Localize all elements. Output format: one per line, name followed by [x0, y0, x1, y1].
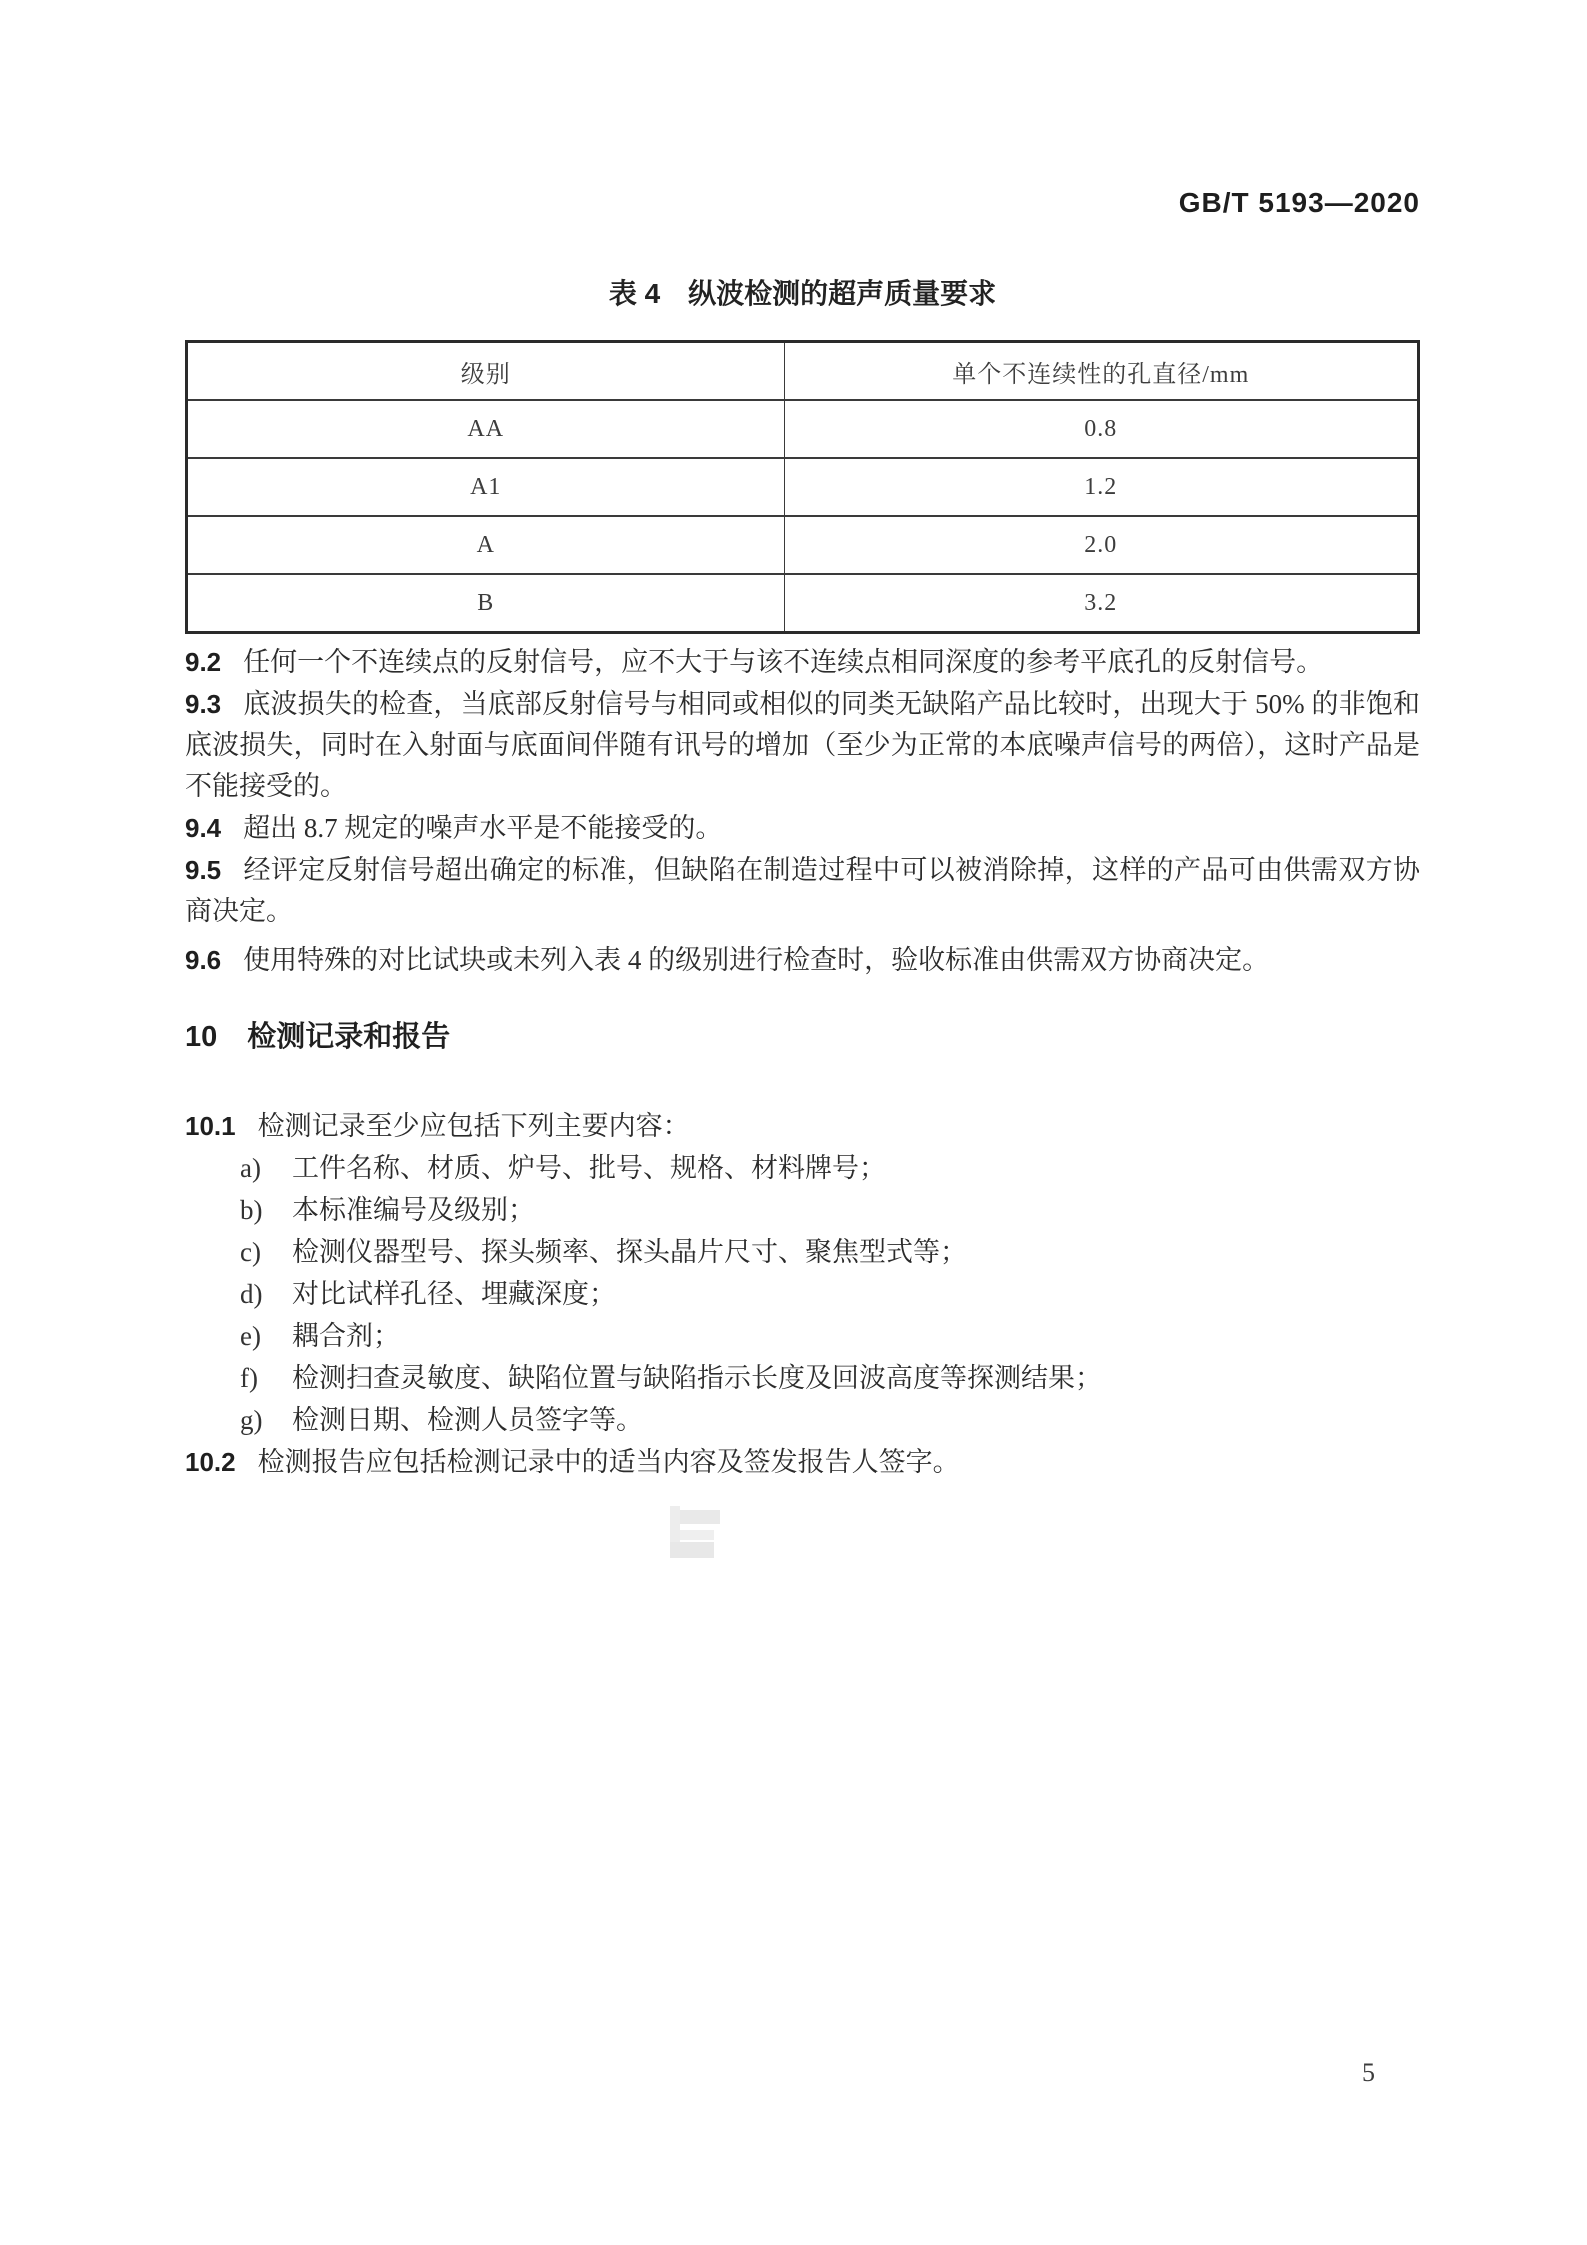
list-item-c — [185, 1232, 1420, 1273]
clause-text: 超出 8.7 规定的噪声水平是不能接受的。 — [243, 813, 723, 843]
clause-10-2 — [185, 1442, 1420, 1483]
clause-number: 9.5 — [185, 855, 222, 885]
table-caption — [185, 278, 1420, 310]
list-item-label: e) — [240, 1321, 261, 1351]
clause-9-6 — [185, 940, 1420, 981]
watermark-smudge — [670, 1506, 726, 1560]
table-cell-grade: B — [187, 574, 785, 633]
table-row — [187, 516, 1419, 574]
list-item-text: 对比试样孔径、埋藏深度； — [292, 1279, 616, 1309]
section-heading — [185, 1017, 1420, 1058]
clause-number: 10.1 — [185, 1111, 236, 1141]
clause-text: 检测报告应包括检测记录中的适当内容及签发报告人签字。 — [257, 1447, 960, 1477]
table-header-row — [187, 342, 1419, 401]
list-item-text: 检测仪器型号、探头频率、探头晶片尺寸、聚焦型式等； — [292, 1237, 967, 1267]
clause-9-5 — [185, 850, 1420, 932]
table-cell-diameter: 2.0 — [784, 516, 1418, 574]
clause-text: 任何一个不连续点的反射信号，应不大于与该不连续点相同深度的参考平底孔的反射信号。 — [243, 647, 1324, 677]
list-item-g — [185, 1400, 1420, 1441]
clause-text: 经评定反射信号超出确定的标准，但缺陷在制造过程中可以被消除掉，这样的产品可由供需双方协商决定。 — [185, 855, 1420, 926]
list-item-a — [185, 1148, 1420, 1189]
list-item-e — [185, 1316, 1420, 1357]
list-item-label: f) — [240, 1363, 258, 1393]
document-code: GB/T 5193—2020 — [1178, 187, 1420, 218]
clause-text: 底波损失的检查，当底部反射信号与相同或相似的同类无缺陷产品比较时，出现大于 50% 的非饱和底波损失，同时在入射面与底面间伴随有讯号的增加（至少为正常的本底噪声信号的两倍），这时产品是不能接受的。 — [185, 689, 1420, 801]
page-number: 5 — [1362, 2058, 1375, 2087]
table-cell-diameter: 0.8 — [784, 400, 1418, 458]
clause-number: 10.2 — [185, 1447, 236, 1477]
list-item-text: 检测日期、检测人员签字等。 — [292, 1405, 643, 1435]
clause-9-2 — [185, 642, 1420, 683]
list-item-b — [185, 1190, 1420, 1231]
table-row — [187, 400, 1419, 458]
table-cell-diameter: 3.2 — [784, 574, 1418, 633]
table-row — [187, 574, 1419, 633]
clause-9-4 — [185, 808, 1420, 849]
table-header-grade: 级别 — [187, 342, 785, 401]
clause-text: 使用特殊的对比试块或未列入表 4 的级别进行检查时，验收标准由供需双方协商决定。 — [243, 945, 1270, 975]
list-item-text: 本标准编号及级别； — [292, 1195, 535, 1225]
list-item-label: b) — [240, 1195, 263, 1225]
clause-number: 9.2 — [185, 647, 222, 677]
table-cell-grade: A1 — [187, 458, 785, 516]
table-caption-label: 表 4 — [608, 278, 661, 309]
table-cell-diameter: 1.2 — [784, 458, 1418, 516]
clause-number: 9.6 — [185, 945, 222, 975]
table-caption-text: 纵波检测的超声质量要求 — [688, 278, 997, 309]
list-item-label: g) — [240, 1405, 263, 1435]
clause-number: 9.4 — [185, 813, 222, 843]
list-item-label: c) — [240, 1237, 261, 1267]
table-header-diameter: 单个不连续性的孔直径/mm — [784, 342, 1418, 401]
clause-10-1 — [185, 1106, 1420, 1147]
table-cell-grade: A — [187, 516, 785, 574]
clause-9-3 — [185, 684, 1420, 807]
table-cell-grade: AA — [187, 400, 785, 458]
list-item-d — [185, 1274, 1420, 1315]
list-item-text: 工件名称、材质、炉号、批号、规格、材料牌号； — [292, 1153, 886, 1183]
table-row — [187, 458, 1419, 516]
clause-number: 9.3 — [185, 689, 222, 719]
list-item-label: a) — [240, 1153, 261, 1183]
clause-text: 检测记录至少应包括下列主要内容： — [257, 1111, 690, 1141]
section-title: 检测记录和报告 — [247, 1021, 451, 1053]
list-item-text: 耦合剂； — [292, 1321, 400, 1351]
content-area — [185, 0, 1420, 1483]
section-number: 10 — [185, 1021, 218, 1053]
quality-requirements-table — [185, 340, 1420, 634]
list-item-text: 检测扫查灵敏度、缺陷位置与缺陷指示长度及回波高度等探测结果； — [292, 1363, 1102, 1393]
list-item-f — [185, 1358, 1420, 1399]
list-item-label: d) — [240, 1279, 263, 1309]
